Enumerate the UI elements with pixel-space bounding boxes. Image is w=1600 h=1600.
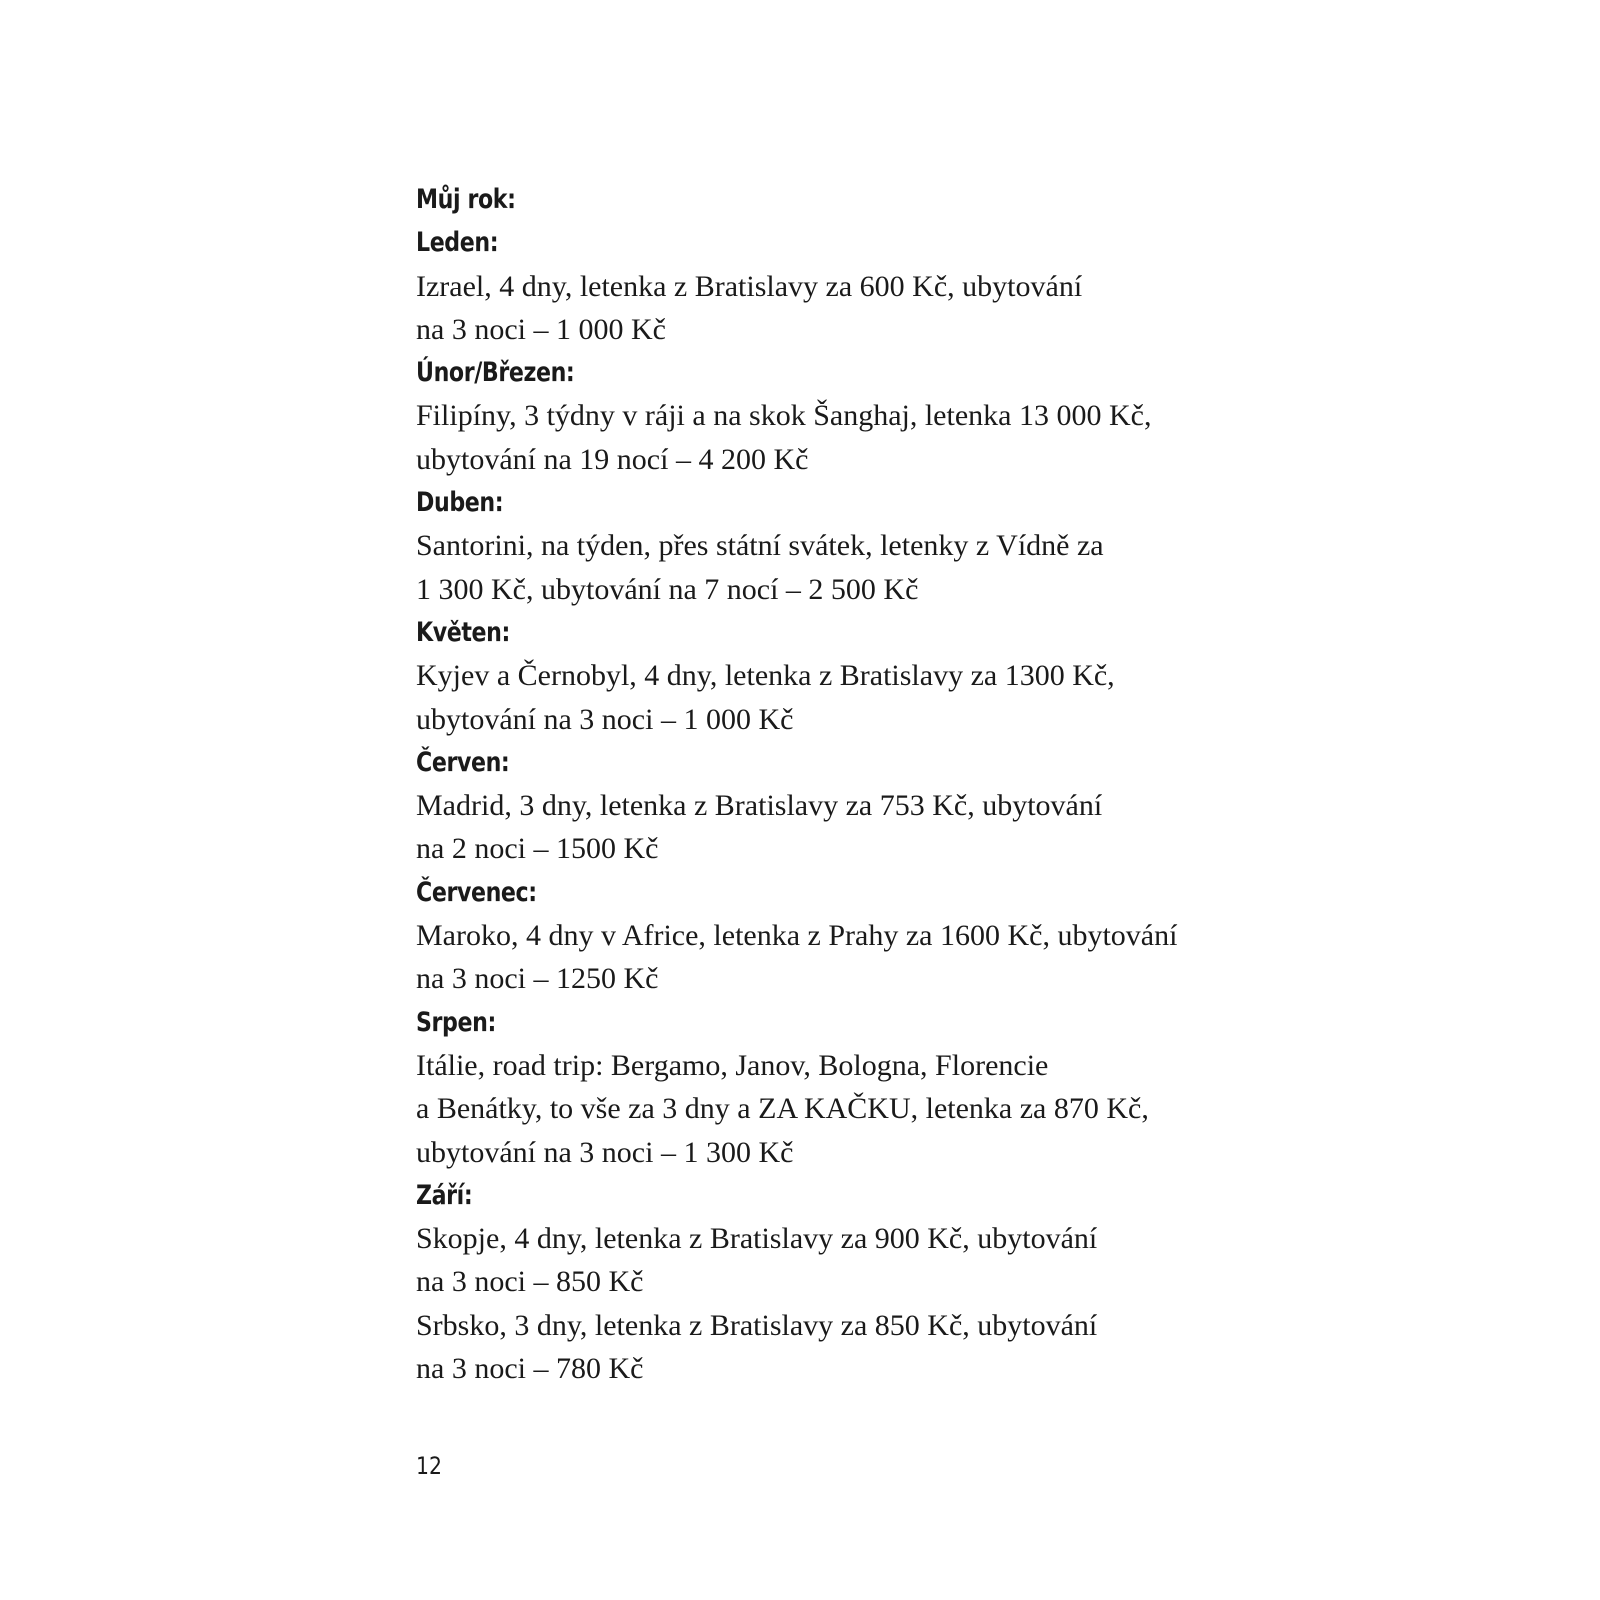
body-line: 1 300 Kč, ubytování na 7 nocí – 2 500 Kč [416,572,919,606]
body-line: Kyjev a Černobyl, 4 dny, letenka z Bratislavy za 1300 Kč, [416,659,1115,693]
body-line: ubytování na 3 noci – 1 000 Kč [416,702,794,736]
body-line: Madrid, 3 dny, letenka z Bratislavy za 753 Kč, ubytování [416,789,1103,823]
body-line: Santorini, na týden, přes státní svátek, letenky z Vídně za [416,529,1104,563]
body-line: na 2 noci – 1500 Kč [416,832,659,866]
section-heading: Duben: [416,487,504,519]
section-kveten [416,611,1236,741]
section-leden [416,221,1236,351]
body-line: Srbsko, 3 dny, letenka z Bratislavy za 850 Kč, ubytování [416,1308,1098,1342]
body-line: ubytování na 3 noci – 1 300 Kč [416,1135,794,1169]
section-heading: Únor/Březen: [416,357,575,389]
section-heading: Květen: [416,616,510,648]
body-line: ubytování na 19 nocí – 4 200 Kč [416,442,809,476]
section-duben [416,481,1236,611]
section-srpen [416,1001,1236,1174]
section-unor-brezen [416,351,1236,481]
section-heading: Červen: [416,746,510,778]
section-heading: Červenec: [416,876,537,908]
body-line: na 3 noci – 780 Kč [416,1352,644,1386]
page-title: Můj rok: [416,184,516,215]
section-zari [416,1174,1236,1390]
section-heading: Leden: [416,227,499,259]
section-heading: Srpen: [416,1006,496,1038]
body-line: Itálie, road trip: Bergamo, Janov, Bologna, Florencie [416,1048,1049,1082]
body-line: Skopje, 4 dny, letenka z Bratislavy za 900 Kč, ubytování [416,1222,1098,1256]
body-line: Filipíny, 3 týdny v ráji a na skok Šanghaj, letenka 13 000 Kč, [416,399,1152,433]
body-line: Maroko, 4 dny v Africe, letenka z Prahy za 1600 Kč, ubytování [416,919,1178,953]
section-cervenec [416,871,1236,1001]
section-cerven [416,741,1236,871]
body-line: a Benátky, to vše za 3 dny a ZA KAČKU, letenka za 870 Kč, [416,1092,1149,1126]
body-line: na 3 noci – 850 Kč [416,1265,644,1299]
page-number: 12 [416,1452,442,1480]
body-line: Izrael, 4 dny, letenka z Bratislavy za 600 Kč, ubytování [416,269,1083,303]
section-heading: Září: [416,1179,473,1211]
page-content [416,178,1236,1390]
body-line: na 3 noci – 1250 Kč [416,962,659,996]
body-line: na 3 noci – 1 000 Kč [416,312,666,346]
